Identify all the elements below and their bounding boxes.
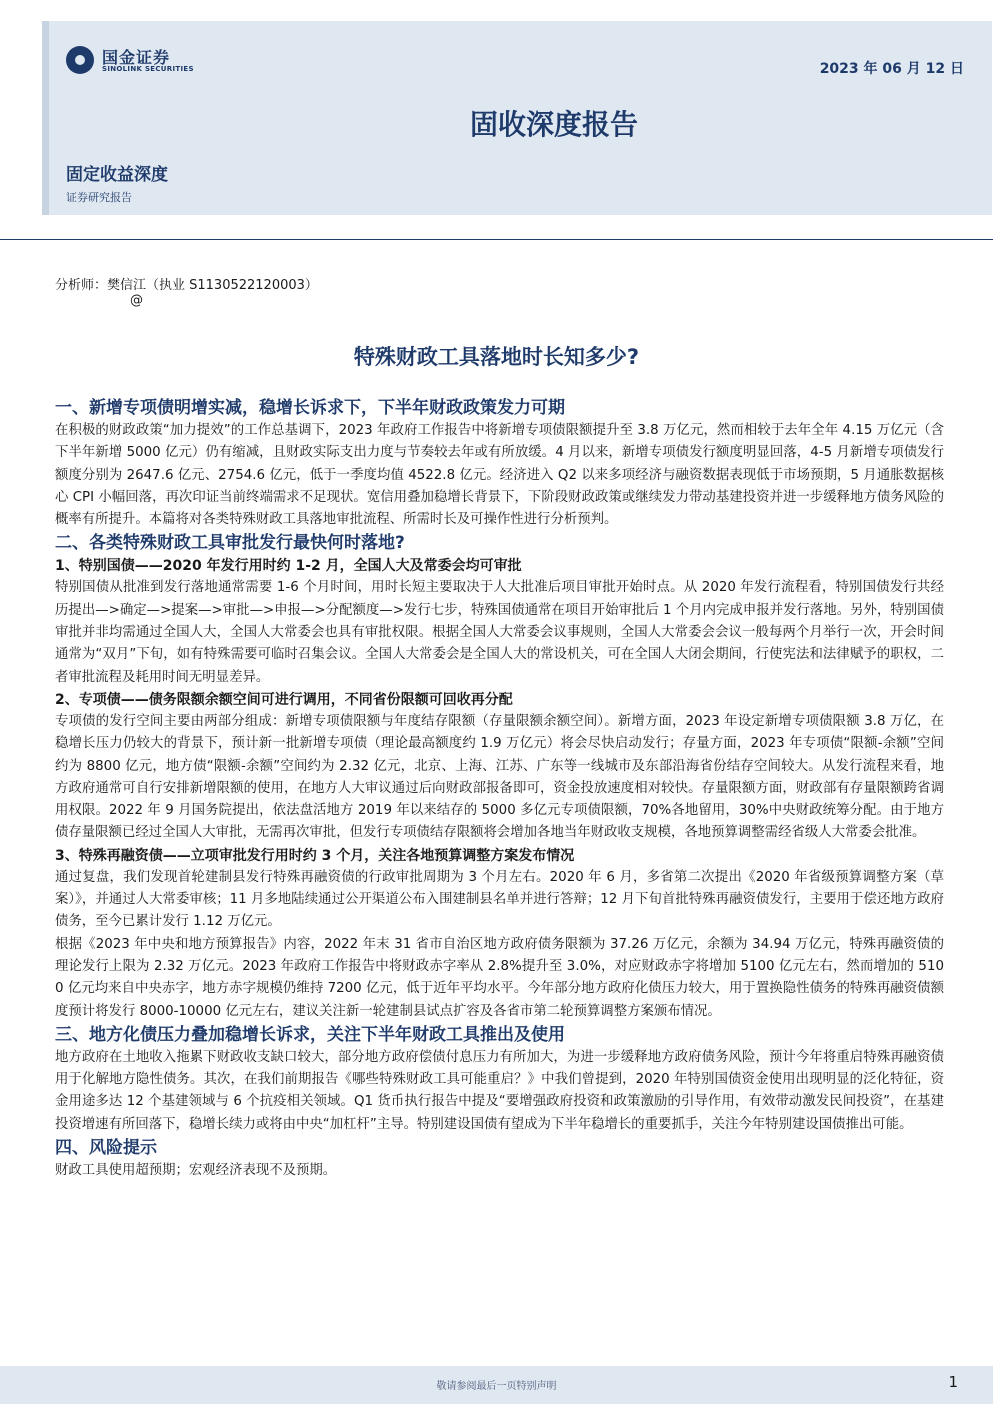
page-number: 1 — [948, 1373, 958, 1391]
logo-chinese-name: 国金证券 — [102, 48, 171, 67]
subsection-refinancing-paragraph-2: 根据《2023 年中央和地方预算报告》内容，2022 年末 31 省市自治区地方政府债务限额为 37.26 万亿元，余额为 34.94 万亿元，特殊再融资债的理论发行上限为 2.32 万亿元。2023 年政府工作报告中将财政赤字率从 2.8%提升至 3.0%，对应财政赤字将增加 5100 亿元左右，然而增加的 5100 亿元均来自中央赤字，地方赤字规模仍维持 7200 亿元，低于近年平均水平。今年部分地方政府化债压力较大，用于置换隐性债务的特殊再融资债额度预计将发行 8000-10000 亿元左右，建议关注新一轮建制县试点扩容及各省市第二轮预算调整方案颁布情况。 — [55, 936, 944, 1019]
report-type-title: 固收深度报告 — [469, 108, 638, 141]
document-title: 特殊财政工具落地时长知多少? — [353, 345, 640, 369]
section-heading-3: 三、地方化债压力叠加稳增长诉求，关注下半年财政工具推出及使用 — [55, 1024, 565, 1045]
section-heading-2: 二、各类特殊财政工具审批发行最快何时落地? — [55, 533, 405, 554]
logo-mark-icon — [66, 46, 94, 74]
subsection-special-treasury-paragraph: 特别国债从批准到发行落地通常需要 1-6 个月时间，用时长短主要取决于人大批准后项目审批开始时点。从 2020 年发行流程看，特别国债发行共经历提出—>确定—>提案—>审批—>申报—>分配额度—>发行七步，特殊国债通常在项目开始审批后 1 个月内完成申报并发行落地。另外，特别国债审批并非均需通过全国人大，全国人大常委会也具有审批权限。根据全国人大常委会议事规则，全国人大常委会会议一般每两个月举行一次，开会时间通常为“双月”下旬，如有特殊需要可临时召集会议。全国人大常委会是全国人大的常设机关，可在全国人大闭会期间，行使宪法和法律赋予的职权，二者审批流程及耗用时间无明显差异。 — [55, 580, 944, 685]
report-subcategory: 证券研究报告 — [66, 191, 132, 204]
subsection-refinancing-paragraph-1: 通过复盘，我们发现首轮建制县发行特殊再融资债的行政审批周期为 3 个月左右。2020 年 6 月，多省第二次提出《2020 年省级预算调整方案（草案）》，并通过人大常委审核；11 月多地陆续通过公开渠道公布入围建制县名单并进行答辩；12 月下旬首批特殊再融资债发行，主要用于偿还地方政府债务，至今已累计发行 1.12 万亿元。 — [55, 869, 944, 930]
company-logo — [66, 44, 226, 76]
analyst-info: 分析师：樊信江（执业 S1130522120003） — [55, 278, 318, 293]
risk-warning-paragraph: 财政工具使用超预期；宏观经济表现不及预期。 — [55, 1163, 337, 1179]
header-divider — [0, 239, 993, 240]
subsection-heading-special-treasury: 1、特别国债——2020 年发行用时约 1-2 月，全国人大及常委会均可审批 — [55, 558, 522, 575]
section-3-paragraph: 地方政府在土地收入拖累下财政收支缺口较大，部分地方政府偿债付息压力有所加大，为进一步缓释地方政府债务风险，预计今年将重启特殊再融资债用于化解地方隐性债务。其次，在我们前期报告《哪些特殊财政工具可能重启？》中我们曾提到，2020 年特别国债资金使用出现明显的泛化特征，资金用途多达 12 个基建领域与 6 个抗疫相关领域。Q1 货币执行报告中提及“要增强政府投资和政策激励的引导作用，有效带动激发民间投资”，在基建投资增速有所回落下，稳增长续力或将由中央“加杠杆”主导。特别建设国债有望成为下半年稳增长的重要抓手，关注今年特别建设国债推出可能。 — [55, 1049, 944, 1132]
footer-disclaimer: 敬请参阅最后一页特别声明 — [436, 1381, 557, 1392]
report-category: 固定收益深度 — [66, 165, 168, 185]
subsection-heading-special-bonds: 2、专项债——债务限额余额空间可进行调用，不同省份限额可回收再分配 — [55, 691, 513, 708]
section-heading-1: 一、新增专项债明增实减，稳增长诉求下，下半年财政政策发力可期 — [55, 398, 565, 418]
analyst-email: @ — [130, 293, 143, 308]
subsection-heading-refinancing-bonds: 3、特殊再融资债——立项审批发行用时约 3 个月，关注各地预算调整方案发布情况 — [55, 847, 575, 864]
report-date: 2023 年 06 月 12 日 — [819, 61, 964, 77]
section-heading-4: 四、风险提示 — [55, 1138, 157, 1159]
logo-english-name: SINOLINK SECURITIES — [102, 65, 194, 73]
report-header — [0, 0, 993, 240]
report-body — [55, 396, 944, 1182]
section-1-paragraph: 在积极的财政政策“加力提效”的工作总基调下，2023 年政府工作报告中将新增专项债限额提升至 3.8 万亿元，然而相较于去年全年 4.15 万亿元（含下半年新增 5000 亿元）仍有缩减，且财政实际支出力度与节奏较去年或有所放缓。4 月以来，新增专项债发行额度明显回落，4-5 月新增专项债发行额度分别为 2647.6 亿元、2754.6 亿元，低于一季度均值 4522.8 亿元。经济进入 Q2 以来多项经济与融资数据表现低于市场预期，5 月通胀数据核心 CPI 小幅回落，再次印证当前终端需求不足现状。宽信用叠加稳增长背景下，下阶段财政政策或继续发力带动基建投资并进一步缓释地方债务风险的概率有所提升。本篇将对各类特殊财政工具落地审批流程、所需时长及可操作性进行分析预判。 — [55, 423, 944, 528]
subsection-special-bonds-paragraph: 专项债的发行空间主要由两部分组成：新增专项债限额与年度结存限额（存量限额余额空间）。新增方面，2023 年设定新增专项债限额 3.8 万亿，在稳增长压力仍较大的背景下，预计新一批新增专项债（理论最高额度约 1.9 万亿元）将会尽快启动发行；存量方面，2023 年专项债“限额-余额”空间约为 8800 亿元，地方债“限额-余额”空间约为 2.32 亿元，北京、上海、江苏、广东等一线城市及东部沿海省份结存空间较大。从发行流程来看，地方政府通常可自行安排新增限额的使用，在地方人大审议通过后向财政部报备即可，资金投放速度相对较快。存量限额方面，财政部有存量限额跨省调用权限。2022 年 9 月国务院提出，依法盘活地方 2019 年以来结存的 5000 多亿元专项债限额，70%各地留用，30%中央财政统筹分配。由于地方债存量限额已经过全国人大审批，无需再次审批，但发行专项债结存限额将会增加各地当年财政收支规模，各地预算调整需经省级人大常委会批准。 — [55, 713, 944, 841]
